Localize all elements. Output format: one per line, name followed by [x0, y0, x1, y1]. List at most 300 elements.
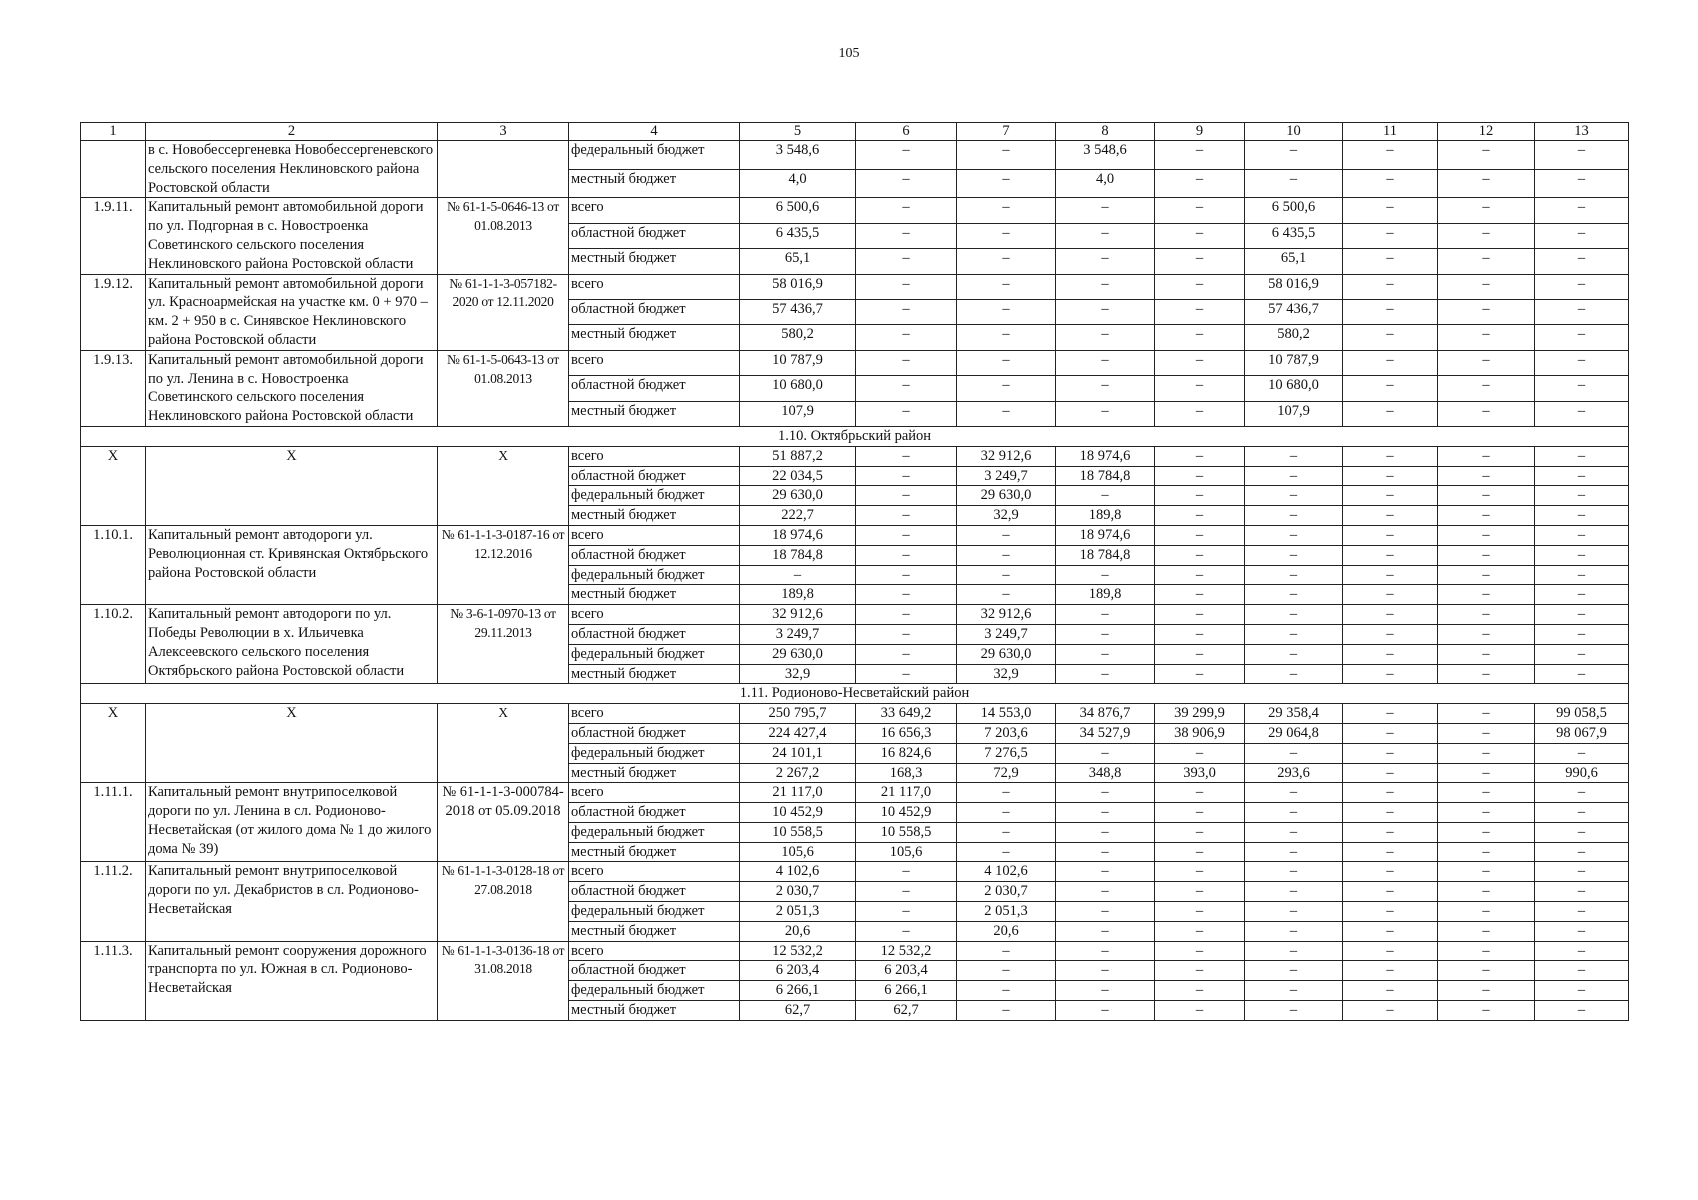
amount-cell: –: [1535, 783, 1629, 803]
funding-source-label: федеральный бюджет: [569, 141, 740, 170]
amount-cell: –: [1438, 223, 1535, 248]
amount-cell: –: [1343, 274, 1438, 299]
funding-source-label: федеральный бюджет: [569, 822, 740, 842]
amount-cell: –: [1438, 325, 1535, 350]
amount-cell: –: [856, 902, 957, 922]
amount-cell: –: [1155, 921, 1245, 941]
table-row: [81, 141, 1629, 170]
amount-cell: –: [1155, 624, 1245, 644]
funding-source-label: областной бюджет: [569, 882, 740, 902]
amount-cell: –: [1343, 743, 1438, 763]
amount-cell: –: [856, 325, 957, 350]
document-reference: № 61-1-1-3-0128-18 от 27.08.2018: [438, 862, 569, 941]
amount-cell: 189,8: [1056, 585, 1155, 605]
amount-cell: 29 064,8: [1245, 723, 1343, 743]
amount-cell: –: [1535, 803, 1629, 823]
amount-cell: 2 030,7: [740, 882, 856, 902]
amount-cell: –: [1438, 803, 1535, 823]
amount-cell: –: [1343, 862, 1438, 882]
amount-cell: –: [1343, 141, 1438, 170]
table-row: [81, 350, 1629, 375]
amount-cell: –: [1343, 664, 1438, 684]
table-row: [81, 605, 1629, 625]
amount-cell: –: [1343, 486, 1438, 506]
amount-cell: –: [856, 223, 957, 248]
amount-cell: 32 912,6: [957, 605, 1056, 625]
amount-cell: –: [1056, 981, 1155, 1001]
amount-cell: –: [957, 525, 1056, 545]
amount-cell: –: [1155, 822, 1245, 842]
amount-cell: –: [1438, 644, 1535, 664]
column-header: 2: [146, 123, 438, 141]
table-row: [81, 446, 1629, 466]
amount-cell: –: [856, 565, 957, 585]
amount-cell: –: [1155, 325, 1245, 350]
amount-cell: –: [856, 506, 957, 526]
amount-cell: –: [957, 274, 1056, 299]
amount-cell: 6 203,4: [856, 961, 957, 981]
funding-source-label: федеральный бюджет: [569, 486, 740, 506]
amount-cell: –: [1056, 325, 1155, 350]
amount-cell: –: [1535, 169, 1629, 198]
amount-cell: 18 974,6: [740, 525, 856, 545]
amount-cell: –: [1535, 525, 1629, 545]
amount-cell: 32,9: [740, 664, 856, 684]
amount-cell: –: [1438, 486, 1535, 506]
amount-cell: –: [1438, 842, 1535, 862]
amount-cell: 293,6: [1245, 763, 1343, 783]
funding-source-label: областной бюджет: [569, 961, 740, 981]
funding-source-label: всего: [569, 350, 740, 375]
item-description: Капитальный ремонт автомобильной дороги ул. Красноармейская на участке км. 0 + 970 – км. 2 + 950 в с. Синявское Неклиновского района Ростовской области: [146, 274, 438, 350]
amount-cell: –: [1535, 842, 1629, 862]
funding-source-label: федеральный бюджет: [569, 981, 740, 1001]
item-number: 1.11.3.: [81, 941, 146, 1020]
amount-cell: –: [1056, 783, 1155, 803]
funding-source-label: местный бюджет: [569, 401, 740, 426]
amount-cell: –: [1155, 981, 1245, 1001]
amount-cell: –: [1438, 723, 1535, 743]
amount-cell: –: [856, 486, 957, 506]
column-header: 13: [1535, 123, 1629, 141]
amount-cell: 2 267,2: [740, 763, 856, 783]
amount-cell: –: [856, 376, 957, 401]
amount-cell: 58 016,9: [740, 274, 856, 299]
amount-cell: –: [957, 842, 1056, 862]
amount-cell: –: [1343, 902, 1438, 922]
amount-cell: –: [1535, 325, 1629, 350]
funding-source-label: местный бюджет: [569, 842, 740, 862]
amount-cell: –: [1056, 486, 1155, 506]
amount-cell: –: [1535, 141, 1629, 170]
amount-cell: 2 051,3: [740, 902, 856, 922]
funding-source-label: местный бюджет: [569, 664, 740, 684]
amount-cell: –: [1155, 1001, 1245, 1021]
amount-cell: 105,6: [856, 842, 957, 862]
funding-source-label: местный бюджет: [569, 585, 740, 605]
amount-cell: –: [1343, 466, 1438, 486]
section-title: 1.10. Октябрьский район: [81, 426, 1629, 446]
amount-cell: –: [1438, 941, 1535, 961]
funding-source-label: федеральный бюджет: [569, 743, 740, 763]
amount-cell: –: [1438, 605, 1535, 625]
amount-cell: 189,8: [1056, 506, 1155, 526]
amount-cell: –: [1056, 822, 1155, 842]
amount-cell: 10 680,0: [740, 376, 856, 401]
amount-cell: 12 532,2: [740, 941, 856, 961]
amount-cell: –: [1155, 565, 1245, 585]
column-header: 7: [957, 123, 1056, 141]
document-reference: № 61-1-5-0646-13 от 01.08.2013: [438, 198, 569, 274]
column-header: 9: [1155, 123, 1245, 141]
amount-cell: 10 680,0: [1245, 376, 1343, 401]
item-number: 1.11.2.: [81, 862, 146, 941]
amount-cell: –: [1245, 486, 1343, 506]
item-description: Капитальный ремонт автодороги по ул. Победы Революции в х. Ильичевка Алексеевского сельского поселения Октябрьского района Ростовской области: [146, 605, 438, 684]
amount-cell: 348,8: [1056, 763, 1155, 783]
funding-source-label: федеральный бюджет: [569, 644, 740, 664]
amount-cell: –: [1438, 545, 1535, 565]
column-header: 11: [1343, 123, 1438, 141]
amount-cell: 57 436,7: [740, 299, 856, 324]
amount-cell: –: [856, 644, 957, 664]
amount-cell: –: [1535, 350, 1629, 375]
amount-cell: 33 649,2: [856, 704, 957, 724]
amount-cell: 20,6: [740, 921, 856, 941]
amount-cell: –: [856, 921, 957, 941]
table-row: [81, 198, 1629, 223]
amount-cell: –: [1343, 882, 1438, 902]
amount-cell: –: [856, 585, 957, 605]
amount-cell: 6 266,1: [740, 981, 856, 1001]
amount-cell: –: [1438, 565, 1535, 585]
item-number: 1.10.2.: [81, 605, 146, 684]
amount-cell: 32 912,6: [957, 446, 1056, 466]
amount-cell: 65,1: [740, 249, 856, 274]
amount-cell: 3 548,6: [1056, 141, 1155, 170]
amount-cell: –: [1155, 274, 1245, 299]
table-row: [81, 704, 1629, 724]
amount-cell: 14 553,0: [957, 704, 1056, 724]
section-row: [81, 426, 1629, 446]
amount-cell: –: [1438, 585, 1535, 605]
amount-cell: –: [1056, 624, 1155, 644]
amount-cell: –: [1245, 585, 1343, 605]
amount-cell: –: [1343, 376, 1438, 401]
amount-cell: –: [1343, 506, 1438, 526]
amount-cell: 29 630,0: [740, 486, 856, 506]
amount-cell: –: [1343, 981, 1438, 1001]
amount-cell: 3 249,7: [957, 466, 1056, 486]
amount-cell: 10 558,5: [740, 822, 856, 842]
amount-cell: 10 558,5: [856, 822, 957, 842]
amount-cell: –: [1155, 401, 1245, 426]
amount-cell: –: [1245, 605, 1343, 625]
amount-cell: –: [856, 624, 957, 644]
funding-source-label: местный бюджет: [569, 169, 740, 198]
amount-cell: –: [1155, 446, 1245, 466]
amount-cell: –: [856, 862, 957, 882]
amount-cell: –: [1155, 141, 1245, 170]
amount-cell: –: [1056, 401, 1155, 426]
item-number: [81, 141, 146, 198]
amount-cell: –: [856, 141, 957, 170]
item-description: Капитальный ремонт внутрипоселковой дороги по ул. Декабристов в сл. Родионово-Несветайская: [146, 862, 438, 941]
amount-cell: –: [1438, 902, 1535, 922]
amount-cell: 34 876,7: [1056, 704, 1155, 724]
amount-cell: –: [1535, 274, 1629, 299]
item-description: X: [146, 446, 438, 525]
amount-cell: 6 266,1: [856, 981, 957, 1001]
amount-cell: 18 974,6: [1056, 525, 1155, 545]
amount-cell: –: [1343, 803, 1438, 823]
table-row: [81, 783, 1629, 803]
amount-cell: –: [1343, 842, 1438, 862]
amount-cell: –: [1155, 466, 1245, 486]
table-row: [81, 274, 1629, 299]
amount-cell: –: [1535, 941, 1629, 961]
funding-source-label: местный бюджет: [569, 506, 740, 526]
amount-cell: –: [1343, 169, 1438, 198]
column-header: 8: [1056, 123, 1155, 141]
amount-cell: –: [1438, 822, 1535, 842]
funding-source-label: областной бюджет: [569, 803, 740, 823]
amount-cell: –: [1245, 565, 1343, 585]
amount-cell: –: [1535, 446, 1629, 466]
amount-cell: –: [1245, 842, 1343, 862]
amount-cell: 34 527,9: [1056, 723, 1155, 743]
amount-cell: –: [1056, 565, 1155, 585]
column-header: 5: [740, 123, 856, 141]
amount-cell: –: [1056, 299, 1155, 324]
amount-cell: –: [957, 941, 1056, 961]
amount-cell: –: [740, 565, 856, 585]
amount-cell: –: [1155, 198, 1245, 223]
amount-cell: –: [1438, 299, 1535, 324]
amount-cell: 29 630,0: [957, 644, 1056, 664]
amount-cell: 32,9: [957, 664, 1056, 684]
amount-cell: –: [957, 783, 1056, 803]
amount-cell: –: [1056, 1001, 1155, 1021]
funding-source-label: областной бюджет: [569, 545, 740, 565]
amount-cell: –: [1056, 842, 1155, 862]
item-number: X: [81, 704, 146, 783]
amount-cell: 10 452,9: [856, 803, 957, 823]
amount-cell: –: [1056, 605, 1155, 625]
amount-cell: –: [856, 525, 957, 545]
amount-cell: –: [1245, 783, 1343, 803]
amount-cell: –: [1155, 506, 1245, 526]
amount-cell: 20,6: [957, 921, 1056, 941]
amount-cell: –: [1535, 902, 1629, 922]
amount-cell: –: [1245, 169, 1343, 198]
amount-cell: –: [1535, 921, 1629, 941]
amount-cell: –: [1056, 249, 1155, 274]
amount-cell: –: [1245, 941, 1343, 961]
amount-cell: –: [1155, 882, 1245, 902]
column-header: 12: [1438, 123, 1535, 141]
amount-cell: 18 974,6: [1056, 446, 1155, 466]
amount-cell: –: [1155, 743, 1245, 763]
amount-cell: 189,8: [740, 585, 856, 605]
amount-cell: –: [957, 981, 1056, 1001]
amount-cell: –: [1245, 803, 1343, 823]
amount-cell: –: [957, 822, 1056, 842]
amount-cell: –: [1438, 525, 1535, 545]
amount-cell: 6 203,4: [740, 961, 856, 981]
funding-source-label: всего: [569, 862, 740, 882]
funding-source-label: областной бюджет: [569, 466, 740, 486]
amount-cell: 39 299,9: [1155, 704, 1245, 724]
amount-cell: –: [1245, 981, 1343, 1001]
amount-cell: –: [1438, 169, 1535, 198]
amount-cell: 2 030,7: [957, 882, 1056, 902]
amount-cell: –: [1535, 1001, 1629, 1021]
amount-cell: 7 276,5: [957, 743, 1056, 763]
amount-cell: 10 452,9: [740, 803, 856, 823]
amount-cell: –: [1438, 376, 1535, 401]
budget-table: [80, 122, 1629, 1021]
amount-cell: –: [957, 249, 1056, 274]
amount-cell: –: [1056, 961, 1155, 981]
amount-cell: –: [1245, 446, 1343, 466]
amount-cell: –: [1343, 565, 1438, 585]
amount-cell: 990,6: [1535, 763, 1629, 783]
amount-cell: –: [1155, 486, 1245, 506]
amount-cell: –: [1155, 350, 1245, 375]
amount-cell: 62,7: [856, 1001, 957, 1021]
amount-cell: –: [1438, 274, 1535, 299]
amount-cell: –: [1245, 506, 1343, 526]
amount-cell: –: [1438, 921, 1535, 941]
amount-cell: 168,3: [856, 763, 957, 783]
amount-cell: –: [1343, 401, 1438, 426]
amount-cell: –: [957, 299, 1056, 324]
funding-source-label: федеральный бюджет: [569, 565, 740, 585]
amount-cell: 393,0: [1155, 763, 1245, 783]
amount-cell: –: [1343, 299, 1438, 324]
document-reference: № 61-1-1-3-057182-2020 от 12.11.2020: [438, 274, 569, 350]
amount-cell: –: [1245, 624, 1343, 644]
item-number: X: [81, 446, 146, 525]
amount-cell: 58 016,9: [1245, 274, 1343, 299]
amount-cell: –: [1535, 605, 1629, 625]
amount-cell: –: [1535, 506, 1629, 526]
amount-cell: –: [1535, 249, 1629, 274]
funding-source-label: областной бюджет: [569, 624, 740, 644]
funding-source-label: областной бюджет: [569, 376, 740, 401]
amount-cell: 65,1: [1245, 249, 1343, 274]
amount-cell: –: [957, 401, 1056, 426]
document-reference: № 61-1-5-0643-13 от 01.08.2013: [438, 350, 569, 426]
amount-cell: 107,9: [1245, 401, 1343, 426]
amount-cell: –: [1438, 506, 1535, 526]
amount-cell: –: [1155, 783, 1245, 803]
amount-cell: –: [1245, 862, 1343, 882]
amount-cell: 32,9: [957, 506, 1056, 526]
funding-source-label: областной бюджет: [569, 723, 740, 743]
table-body: [81, 123, 1629, 1021]
amount-cell: –: [1438, 862, 1535, 882]
amount-cell: –: [957, 350, 1056, 375]
amount-cell: 3 548,6: [740, 141, 856, 170]
amount-cell: –: [1155, 902, 1245, 922]
amount-cell: –: [856, 350, 957, 375]
amount-cell: 6 435,5: [740, 223, 856, 248]
amount-cell: –: [1343, 525, 1438, 545]
amount-cell: –: [957, 803, 1056, 823]
amount-cell: –: [1438, 704, 1535, 724]
amount-cell: –: [856, 466, 957, 486]
amount-cell: –: [856, 169, 957, 198]
amount-cell: –: [856, 249, 957, 274]
amount-cell: –: [1056, 198, 1155, 223]
section-title: 1.11. Родионово-Несветайский район: [81, 684, 1629, 704]
funding-source-label: местный бюджет: [569, 325, 740, 350]
document-reference: X: [438, 704, 569, 783]
amount-cell: 57 436,7: [1245, 299, 1343, 324]
amount-cell: –: [1343, 941, 1438, 961]
amount-cell: 12 532,2: [856, 941, 957, 961]
amount-cell: –: [1535, 664, 1629, 684]
document-reference: [438, 141, 569, 198]
funding-source-label: федеральный бюджет: [569, 902, 740, 922]
table-row: [81, 941, 1629, 961]
amount-cell: 580,2: [740, 325, 856, 350]
amount-cell: 4,0: [1056, 169, 1155, 198]
amount-cell: –: [957, 376, 1056, 401]
amount-cell: –: [1245, 644, 1343, 664]
amount-cell: 29 630,0: [740, 644, 856, 664]
amount-cell: –: [1056, 743, 1155, 763]
amount-cell: 222,7: [740, 506, 856, 526]
amount-cell: –: [1245, 961, 1343, 981]
amount-cell: –: [1535, 299, 1629, 324]
amount-cell: –: [1535, 882, 1629, 902]
amount-cell: 29 358,4: [1245, 704, 1343, 724]
funding-source-label: местный бюджет: [569, 249, 740, 274]
column-header: 6: [856, 123, 957, 141]
amount-cell: –: [1438, 466, 1535, 486]
amount-cell: –: [1535, 743, 1629, 763]
amount-cell: –: [856, 664, 957, 684]
amount-cell: –: [1438, 141, 1535, 170]
amount-cell: –: [957, 545, 1056, 565]
amount-cell: –: [1438, 401, 1535, 426]
amount-cell: –: [1155, 376, 1245, 401]
item-description: Капитальный ремонт внутрипоселковой дороги по ул. Ленина в сл. Родионово-Несветайская (от жилого дома № 1 до жилого дома № 39): [146, 783, 438, 862]
amount-cell: –: [1535, 644, 1629, 664]
document-reference: № 61-1-1-3-000784-2018 от 05.09.2018: [438, 783, 569, 862]
item-number: 1.9.11.: [81, 198, 146, 274]
amount-cell: –: [957, 223, 1056, 248]
amount-cell: –: [1343, 249, 1438, 274]
amount-cell: –: [1535, 376, 1629, 401]
funding-source-label: местный бюджет: [569, 921, 740, 941]
amount-cell: –: [1056, 644, 1155, 664]
amount-cell: 16 656,3: [856, 723, 957, 743]
amount-cell: 62,7: [740, 1001, 856, 1021]
amount-cell: –: [1155, 941, 1245, 961]
amount-cell: –: [1535, 585, 1629, 605]
amount-cell: 10 787,9: [740, 350, 856, 375]
amount-cell: –: [1343, 446, 1438, 466]
amount-cell: –: [1343, 1001, 1438, 1021]
funding-source-label: всего: [569, 704, 740, 724]
amount-cell: –: [856, 545, 957, 565]
amount-cell: 32 912,6: [740, 605, 856, 625]
amount-cell: –: [856, 198, 957, 223]
